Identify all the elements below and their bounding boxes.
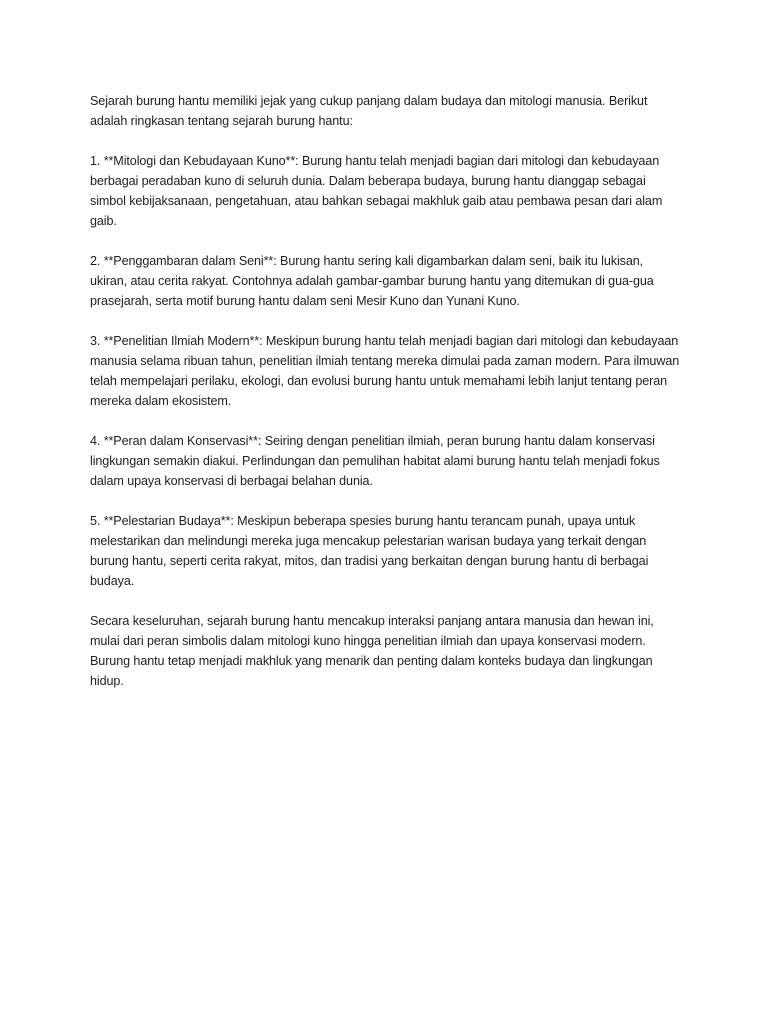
item-pelestarian-paragraph: 5. **Pelestarian Budaya**: Meskipun beberapa spesies burung hantu terancam punah, upaya untuk melestarikan dan melindungi mereka juga mencakup pelestarian warisan budaya yang terkait dengan burung hantu, seperti cerita rakyat, mitos, dan tradisi yang berkaitan dengan burung hantu di berbagai budaya. (90, 514, 649, 588)
item-seni-paragraph: 2. **Penggambaran dalam Seni**: Burung hantu sering kali digambarkan dalam seni, baik itu lukisan, ukiran, atau cerita rakyat. Contohnya adalah gambar-gambar burung hantu yang ditemukan di gua-gua prasejarah, serta motif burung hantu dalam seni Mesir Kuno dan Yunani Kuno. (90, 254, 654, 308)
item-konservasi-paragraph: 4. **Peran dalam Konservasi**: Seiring dengan penelitian ilmiah, peran burung hantu dalam konservasi lingkungan semakin diakui. Perlindungan dan pemulihan habitat alami burung hantu telah menjadi fokus dalam upaya konservasi di berbagai belahan dunia. (90, 434, 660, 488)
item-penelitian-paragraph: 3. **Penelitian Ilmiah Modern**: Meskipun burung hantu telah menjadi bagian dari mitologi dan kebudayaan manusia selama ribuan tahun, penelitian ilmiah tentang mereka dimulai pada zaman modern. Para ilmuwan telah mempelajari perilaku, ekologi, dan evolusi burung hantu untuk memahami lebih lanjut tentang peran mereka dalam ekosistem. (90, 334, 680, 408)
conclusion-paragraph: Secara keseluruhan, sejarah burung hantu mencakup interaksi panjang antara manusia dan hewan ini, mulai dari peran simbolis dalam mitologi kuno hingga penelitian ilmiah dan upaya konservasi modern. Burung hantu tetap menjadi makhluk yang menarik dan penting dalam konteks budaya dan lingkungan hidup. (90, 614, 654, 688)
document-body (90, 91, 680, 711)
item-mitologi-paragraph: 1. **Mitologi dan Kebudayaan Kuno**: Burung hantu telah menjadi bagian dari mitologi dan kebudayaan berbagai peradaban kuno di seluruh dunia. Dalam beberapa budaya, burung hantu dianggap sebagai simbol kebijaksanaan, pengetahuan, atau bahkan sebagai makhluk gaib atau pembawa pesan dari alam gaib. (90, 154, 663, 228)
intro-paragraph: Sejarah burung hantu memiliki jejak yang cukup panjang dalam budaya dan mitologi manusia. Berikut adalah ringkasan tentang sejarah burung hantu: (90, 94, 648, 128)
